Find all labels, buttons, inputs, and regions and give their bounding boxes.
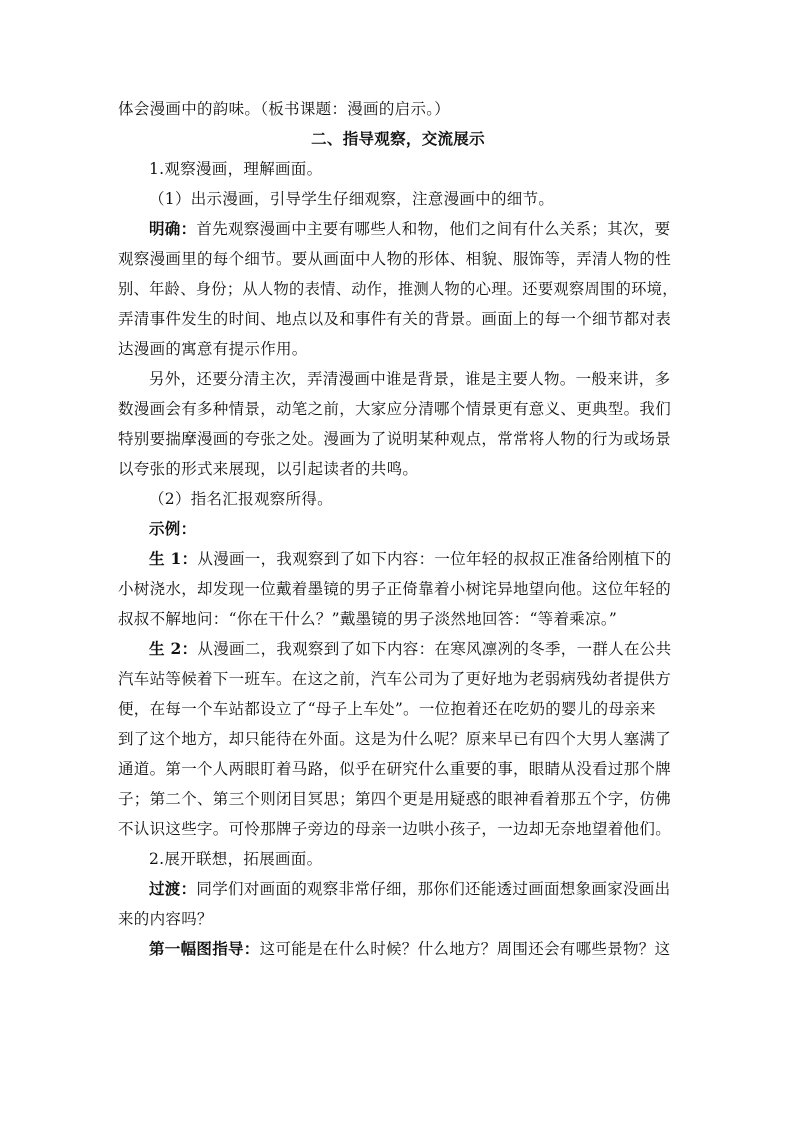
line-text: 体会漫画中的韵味。（板书课题：漫画的启示。）: [118, 100, 451, 118]
line-text: 子；第二个、第三个则闭目冥思；第四个更是用疑惑的眼神看着那五个字，仿佛: [118, 790, 672, 808]
paragraph-start: [118, 544, 678, 574]
text-line: [118, 334, 678, 364]
text-line: [118, 604, 678, 634]
paragraph-start: [118, 634, 678, 664]
text-line: [118, 814, 678, 844]
text-line: [118, 304, 678, 334]
text-line: [118, 664, 678, 694]
text-line: [118, 454, 678, 484]
line-text: 达漫画的寓意有提示作用。: [118, 340, 308, 358]
subsection-heading: [118, 154, 678, 184]
line-text: 便，在每一个车站都设立了“母子上车处”。一位抱着还在吃奶的婴儿的母亲来: [118, 700, 656, 718]
line-text: 特别要揣摩漫画的夸张之处。漫画为了说明某种观点，常常将人物的行为或场景: [118, 430, 672, 448]
line-text: 2.展开联想，拓展画面。: [149, 850, 323, 868]
line-text: 小树浇水，却发现一位戴着墨镜的男子正倚靠着小树诧异地望向他。这位年轻的: [118, 580, 672, 598]
line-text: 从漫画一，我观察到了如下内容：一位年轻的叔叔正准备给刚植下的: [197, 550, 672, 568]
text-line: [118, 94, 678, 124]
example-label: [118, 514, 678, 544]
line-text: 不认识这些字。可怜那牌子旁边的母亲一边哄小孩子，一边却无奈地望着他们。: [118, 820, 672, 838]
line-text: 1.观察漫画，理解画面。: [149, 160, 323, 178]
heading-text: 二、指导观察，交流展示: [311, 129, 485, 148]
text-line: [118, 394, 678, 424]
line-text: 汽车站等候着下一班车。在这之前，汽车公司为了更好地为老弱病残幼者提供方: [118, 670, 672, 688]
line-text: 弄清事件发生的时间、地点以及和事件有关的背景。画面上的每一个细节都对表: [118, 310, 672, 328]
line-text: 观察漫画里的每个细节。要从画面中人物的形体、相貌、服饰等，弄清人物的性: [118, 250, 672, 268]
section-heading: [118, 124, 678, 154]
text-line: [118, 574, 678, 604]
line-text: 另外，还要分清主次，弄清漫画中谁是背景，谁是主要人物。一般来讲，多: [149, 370, 671, 388]
document-body: [118, 94, 678, 964]
line-text: 这可能是在什么时候？什么地方？周围还会有哪些景物？这: [259, 940, 671, 958]
text-line: [118, 784, 678, 814]
lead-label: 第一幅图指导：: [149, 939, 260, 958]
line-text: 到了这个地方，却只能待在外面。这是为什么呢？原来早已有四个大男人塞满了: [118, 730, 672, 748]
text-line: [118, 754, 678, 784]
text-line: [118, 274, 678, 304]
text-line: [118, 244, 678, 274]
paragraph-start: [118, 874, 678, 904]
line-text: （1）出示漫画，引导学生仔细观察，注意漫画中的细节。: [149, 190, 555, 208]
line-text: 从漫画二，我观察到了如下内容：在寒风凛冽的冬季，一群人在公共: [197, 640, 672, 658]
lead-label: 过渡：: [149, 879, 197, 898]
text-line: [118, 904, 678, 934]
line-text: 来的内容吗？: [118, 910, 213, 928]
text-line: [118, 424, 678, 454]
line-text: 首先观察漫画中主要有哪些人和物，他们之间有什么关系；其次，要: [196, 220, 671, 238]
lead-label: 生 2：: [149, 639, 198, 658]
lead-label: 生 1：: [149, 549, 198, 568]
line-text: 数漫画会有多种情景，动笔之前，大家应分清哪个情景更有意义、更典型。我们: [118, 400, 672, 418]
line-text: 以夸张的形式来展现，以引起读者的共鸣。: [118, 460, 419, 478]
line-text: 示例：: [149, 519, 197, 538]
line-text: 叔叔不解地问：“你在干什么？”戴墨镜的男子淡然地回答：“等着乘凉。”: [118, 610, 618, 628]
text-line: [118, 694, 678, 724]
paragraph-start: [118, 934, 678, 964]
text-line: [118, 484, 678, 514]
line-text: 同学们对画面的观察非常仔细，那你们还能透过画面想象画家没画出: [196, 880, 671, 898]
line-text: 别、年龄、身份；从人物的表情、动作，推测人物的心理。还要观察周围的环境，: [118, 280, 678, 298]
paragraph-start: [118, 364, 678, 394]
lead-label: 明确：: [149, 219, 197, 238]
text-line: [118, 184, 678, 214]
text-line: [118, 724, 678, 754]
subsection-heading: [118, 844, 678, 874]
line-text: （2）指名汇报观察所得。: [149, 490, 333, 508]
paragraph-start: [118, 214, 678, 244]
line-text: 通道。第一个人两眼盯着马路，似乎在研究什么重要的事，眼睛从没看过那个牌: [118, 760, 672, 778]
